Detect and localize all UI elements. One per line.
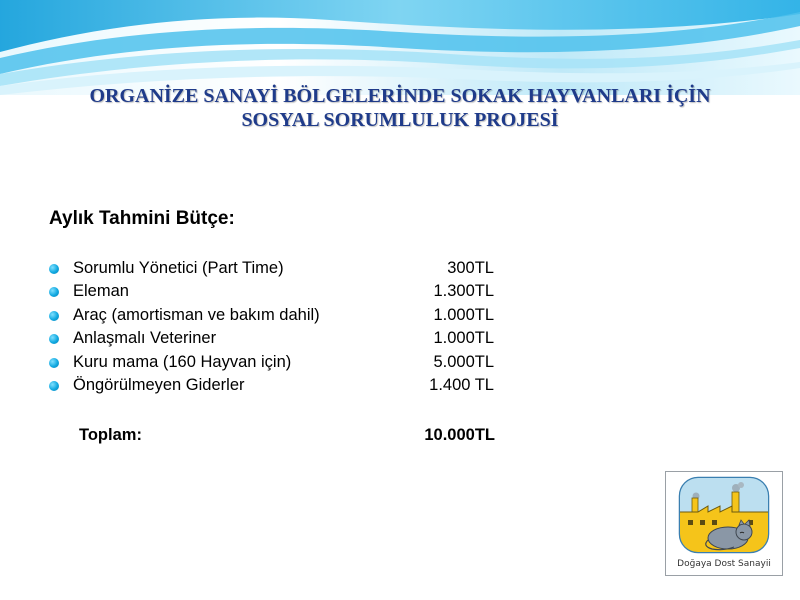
- item-amount: 5.000TL: [433, 352, 494, 371]
- bullet-icon: [49, 287, 59, 297]
- title-line-1: ORGANİZE SANAYİ BÖLGELERİNDE SOKAK HAYVANLARI İÇİN: [89, 85, 711, 107]
- logo: [665, 471, 783, 576]
- list-item: [49, 259, 509, 282]
- list-item: [49, 376, 509, 399]
- item-label: Araç (amortisman ve bakım dahil): [73, 305, 320, 324]
- item-amount: 300TL: [447, 259, 494, 277]
- list-item: [49, 329, 509, 352]
- slide-title: [0, 84, 800, 132]
- bullet-icon: [49, 311, 59, 321]
- logo-caption: Doğaya Dost Sanayii: [677, 559, 771, 569]
- header-wave-decoration: [0, 0, 800, 95]
- total-value: 10.000TL: [424, 426, 495, 444]
- bullet-icon: [49, 264, 59, 274]
- item-label: Anlaşmalı Veteriner: [73, 329, 217, 348]
- bullet-icon: [49, 381, 59, 391]
- item-amount: 1.400 TL: [429, 375, 494, 394]
- item-label: Öngörülmeyen Giderler: [73, 375, 245, 394]
- item-amount: 1.000TL: [433, 329, 494, 348]
- item-label: Eleman: [73, 282, 129, 301]
- item-amount: 1.000TL: [433, 305, 494, 324]
- list-item: [49, 353, 509, 376]
- item-label: Sorumlu Yönetici (Part Time): [73, 259, 284, 277]
- list-item: [49, 282, 509, 305]
- title-line-2: SOSYAL SORUMLULUK PROJESİ: [241, 109, 559, 131]
- item-amount: 1.300TL: [433, 282, 494, 301]
- factory-cat-icon: [678, 476, 770, 554]
- total-label: Toplam:: [79, 426, 142, 444]
- list-item: [49, 306, 509, 329]
- bullet-icon: [49, 358, 59, 368]
- item-label: Kuru mama (160 Hayvan için): [73, 352, 292, 371]
- budget-heading: Aylık Tahmini Bütçe:: [49, 208, 235, 229]
- bullet-icon: [49, 334, 59, 344]
- budget-list: [49, 259, 509, 399]
